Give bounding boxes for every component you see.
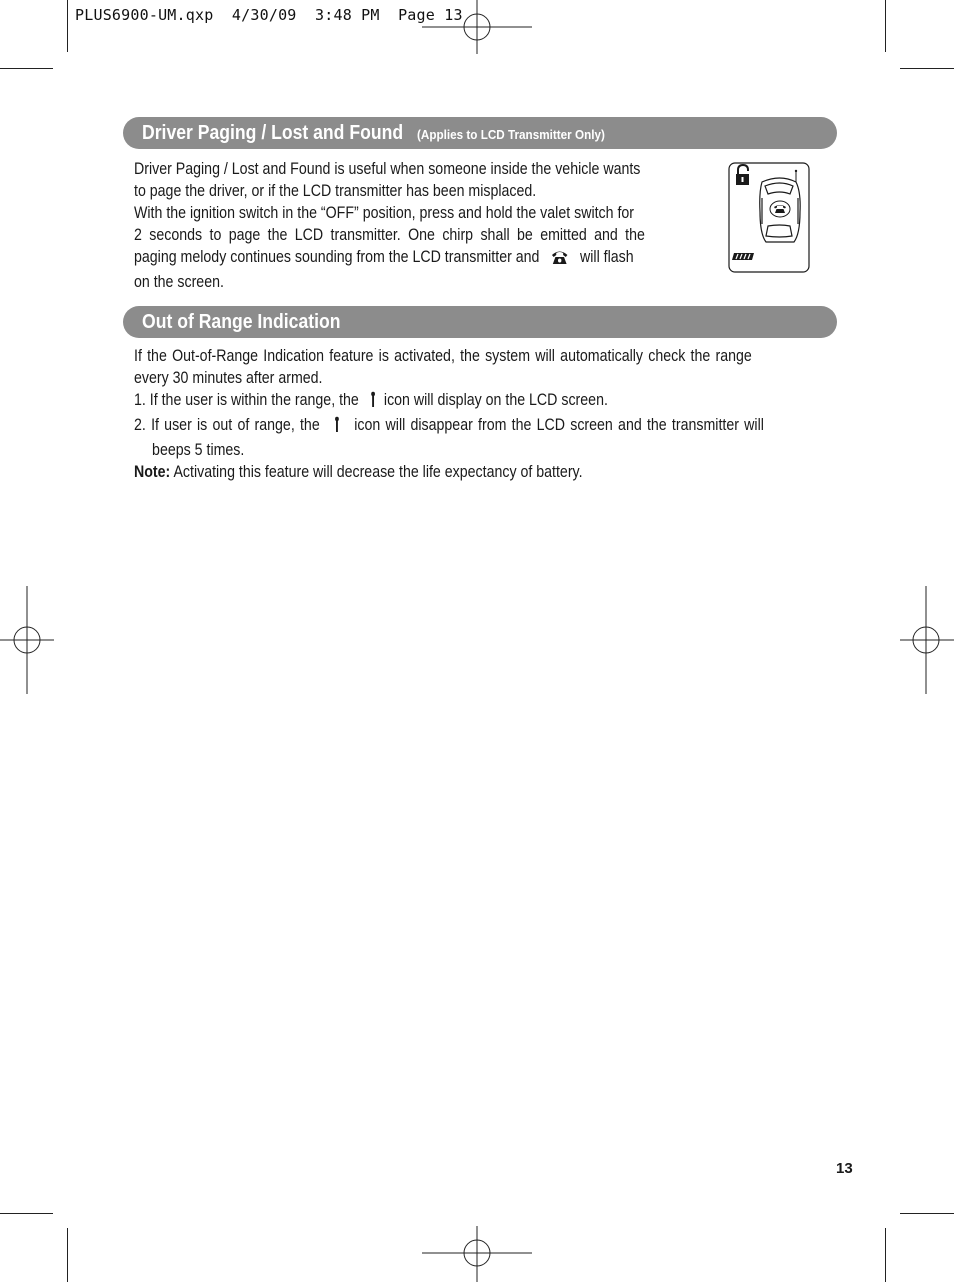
text-line: Driver Paging / Lost and Found is useful when someone inside the vehicle wants xyxy=(134,160,641,178)
phone-icon xyxy=(770,201,790,217)
text-segment: icon will display on the LCD screen. xyxy=(383,391,608,409)
page-number: 13 xyxy=(836,1160,853,1177)
section-header-out-of-range xyxy=(123,306,837,338)
text-line: With the ignition switch in the “OFF” position, press and hold the valet switch for xyxy=(134,204,635,222)
out-of-range-body xyxy=(134,345,838,483)
phone-icon xyxy=(550,249,569,271)
text-segment: 1. If the user is within the range, the xyxy=(134,391,359,409)
list-item xyxy=(134,414,837,439)
lcd-screen-illustration xyxy=(728,162,810,273)
driver-paging-body xyxy=(134,158,804,293)
text-line: If the Out-of-Range Indication feature is activated, the system will automatically check the range xyxy=(134,347,752,365)
signal-icon xyxy=(334,416,341,439)
list-item xyxy=(134,389,837,414)
text-line: 2 seconds to page the LCD transmitter. One chirp shall be emitted and the xyxy=(134,226,645,244)
section-title: Driver Paging / Lost and Found xyxy=(142,122,404,144)
text-line xyxy=(134,246,715,271)
text-segment: paging melody continues sounding from the LCD transmitter and xyxy=(134,248,540,266)
text-segment: icon will disappear from the LCD screen and the transmitter will xyxy=(354,416,764,434)
note-text: Activating this feature will decrease the life expectancy of battery. xyxy=(173,463,583,481)
text-line: beeps 5 times. xyxy=(152,441,245,459)
text-segment: will flash xyxy=(580,248,634,266)
section-title: Out of Range Indication xyxy=(142,311,341,333)
text-line: on the screen. xyxy=(134,273,224,291)
text-line: to page the driver, or if the LCD transmitter has been misplaced. xyxy=(134,182,537,200)
battery-icon xyxy=(732,253,754,260)
text-line: every 30 minutes after armed. xyxy=(134,369,323,387)
note-label: Note: xyxy=(134,463,171,481)
signal-icon xyxy=(370,391,377,414)
text-segment: 2. If user is out of range, the xyxy=(134,416,320,434)
section-subtitle: (Applies to LCD Transmitter Only) xyxy=(417,127,606,142)
print-slug: PLUS6900-UM.qxp 4/30/09 3:48 PM Page 13 xyxy=(75,6,463,24)
note xyxy=(134,461,837,483)
section-header-driver-paging xyxy=(123,117,837,149)
